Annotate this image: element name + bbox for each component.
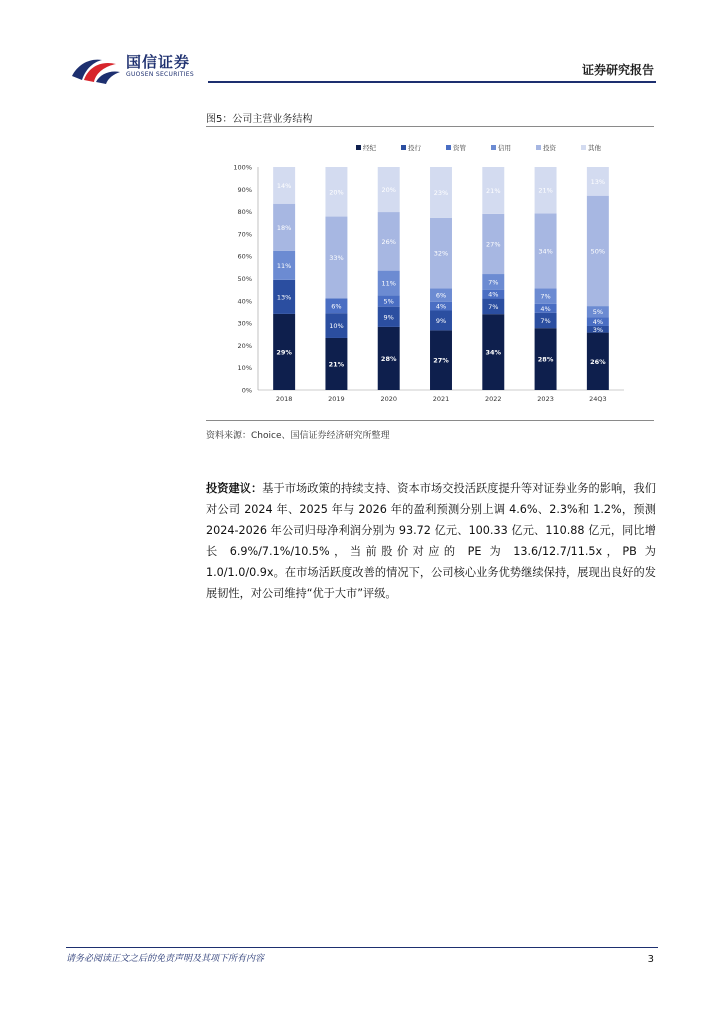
data-label: 18%	[276, 223, 292, 232]
y-tick-label: 20%	[237, 341, 252, 350]
legend-label: 其他	[588, 144, 601, 152]
legend-swatch	[491, 145, 496, 150]
data-label: 20%	[381, 186, 396, 195]
legend-label: 资管	[453, 144, 466, 152]
y-tick-label: 60%	[237, 252, 252, 261]
data-label: 34%	[485, 348, 502, 357]
figure-source: 资料来源：Choice、国信证券经济研究所整理	[206, 431, 390, 441]
data-label: 14%	[276, 181, 292, 190]
data-label: 32%	[433, 249, 449, 258]
legend-label: 信用	[498, 144, 511, 152]
data-label: 33%	[329, 253, 344, 262]
page-number: 3	[647, 954, 654, 965]
stacked-bar-chart-svg	[206, 132, 654, 414]
y-tick-label: 90%	[237, 185, 252, 194]
x-tick-label: 2020	[380, 395, 397, 403]
data-label: 6%	[435, 291, 447, 300]
figure-top-rule	[206, 126, 654, 127]
logo-english-name: GUOSEN SECURITIES	[126, 71, 195, 78]
data-label: 6%	[331, 302, 342, 311]
data-label: 21%	[538, 186, 553, 195]
y-tick-label: 40%	[237, 297, 252, 306]
y-tick-label: 70%	[237, 230, 252, 239]
data-label: 21%	[486, 186, 501, 195]
data-label: 4%	[488, 290, 499, 299]
data-label: 9%	[435, 316, 447, 325]
data-label: 5%	[383, 297, 394, 306]
data-label: 26%	[381, 237, 396, 246]
data-label: 4%	[540, 304, 551, 313]
y-tick-label: 50%	[237, 275, 252, 283]
y-tick-label: 0%	[241, 386, 252, 395]
data-label: 20%	[329, 188, 344, 197]
data-label: 7%	[488, 278, 499, 287]
data-label: 4%	[592, 318, 604, 327]
legend-swatch	[536, 145, 541, 150]
data-label: 29%	[276, 348, 292, 357]
data-label: 28%	[380, 354, 397, 363]
data-label: 11%	[276, 261, 292, 270]
data-label: 7%	[540, 316, 551, 325]
data-label: 26%	[590, 357, 606, 366]
data-label: 10%	[329, 322, 344, 331]
data-label: 27%	[433, 356, 449, 365]
logo-mark-icon	[70, 50, 122, 84]
legend-swatch	[446, 145, 451, 150]
x-tick-label: 2022	[485, 395, 502, 403]
footer-divider	[66, 947, 658, 948]
disclaimer-text: 请务必阅读正文之后的免责声明及其项下所有内容	[66, 954, 265, 964]
advice-text: 基于市场政策的持续支持、资本市场交投活跃度提升等对证券业务的影响，我们对公司 2024 年、2025 年与 2026 年的盈利预测分别上调 4.6%、2.3%和 1.2%，预测 2024-2026 年公司归母净利润分别为 93.72 亿元、100.33 亿元、110.88 亿元，同比增长 6.9%/7.1%/10.5%，当前股价对应的 PE 为 13.6/12.7/11.5x，PB 为 1.0/1.0/0.9x。在市场活跃度改善的情况下，公司核心业务优势继续保持，展现出良好的发展韧性，对公司维持“优于大市”评级。	[206, 482, 656, 600]
page-header	[0, 0, 724, 90]
data-label: 11%	[381, 279, 396, 288]
data-label: 13%	[590, 177, 606, 186]
x-tick-label: 2018	[275, 395, 293, 403]
x-tick-label: 2021	[432, 395, 450, 403]
data-label: 7%	[488, 302, 499, 311]
legend-label: 投行	[408, 144, 421, 152]
x-tick-label: 24Q3	[589, 395, 607, 403]
x-tick-label: 2019	[328, 395, 345, 403]
data-label: 9%	[383, 313, 394, 322]
data-label: 34%	[538, 247, 553, 256]
legend-swatch	[401, 145, 406, 150]
data-label: 5%	[592, 308, 604, 317]
investment-advice-paragraph	[206, 478, 656, 604]
figure-title: 图5：公司主营业务结构	[206, 114, 313, 125]
legend-label: 经纪	[363, 144, 376, 152]
data-label: 50%	[590, 247, 606, 256]
y-tick-label: 30%	[237, 319, 252, 328]
y-tick-label: 80%	[237, 208, 252, 217]
legend-label: 投资	[543, 144, 556, 152]
report-type-label: 证券研究报告	[581, 63, 654, 77]
data-label: 13%	[276, 293, 292, 302]
legend-swatch	[581, 145, 586, 150]
header-divider	[208, 81, 656, 83]
x-tick-label: 2023	[537, 395, 554, 403]
data-label: 4%	[435, 302, 447, 311]
y-tick-label: 10%	[237, 364, 252, 373]
guosen-logo	[70, 50, 210, 86]
data-label: 28%	[537, 355, 554, 364]
legend-swatch	[356, 145, 361, 150]
data-label: 3%	[592, 325, 604, 334]
logo-chinese-name: 国信证券	[126, 53, 191, 71]
data-label: 7%	[540, 292, 551, 301]
advice-lead: 投资建议：	[206, 482, 263, 495]
data-label: 27%	[486, 240, 501, 249]
figure-bottom-rule	[206, 420, 654, 421]
data-label: 21%	[328, 360, 345, 369]
y-tick-label: 100%	[233, 163, 252, 172]
business-structure-chart	[206, 132, 654, 414]
data-label: 23%	[433, 188, 449, 197]
